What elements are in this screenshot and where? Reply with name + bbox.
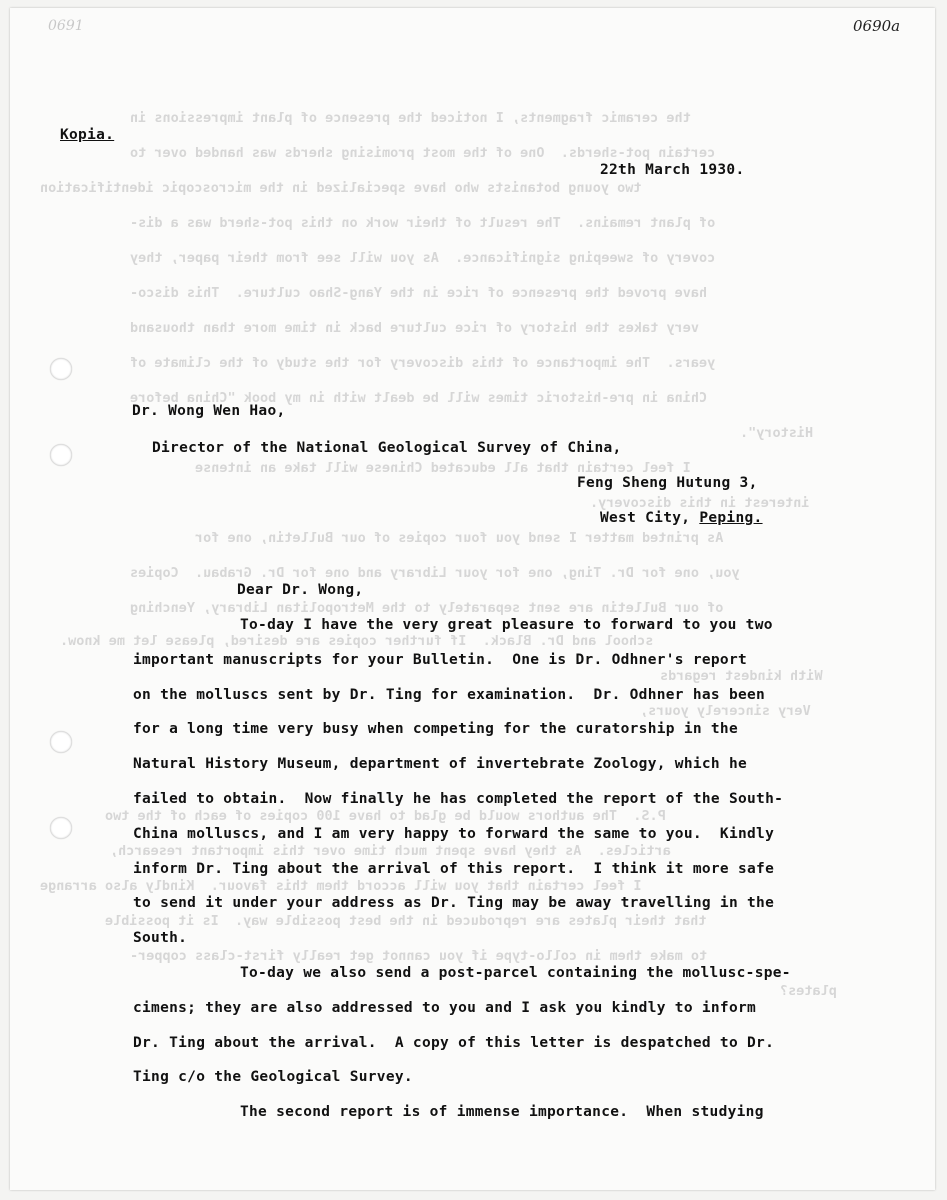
- body-line: for a long time very busy when competing for the curatorship in the: [133, 721, 738, 737]
- show-through-line: to make them in collo-type if you cannot get really first-class copper-: [130, 948, 708, 964]
- salutation: Dear Dr. Wong,: [237, 582, 364, 598]
- show-through-line: History".: [740, 425, 814, 441]
- addressee-city: Peping.: [699, 510, 763, 526]
- show-through-line: of our Bulletin are sent separately to the Metropolitan Library, Yenching: [130, 600, 724, 616]
- show-through-line: As printed matter I send you four copies of our Bulletin, one for: [195, 530, 724, 546]
- show-through-line: have proved the presence of rice in the Yang-Shao culture. This disco-: [130, 285, 708, 301]
- body-line: China molluscs, and I am very happy to forward the same to you. Kindly: [133, 826, 775, 842]
- show-through-line: plates?: [780, 983, 837, 999]
- show-through-line: of plant remains. The result of their work on this pot-sherd was a dis-: [130, 215, 716, 231]
- addressee-city-prefix: West City,: [600, 510, 700, 526]
- archive-number: 0690a: [853, 17, 901, 35]
- show-through-line: interest in this discovery.: [590, 495, 810, 511]
- addressee-street: Feng Sheng Hutung 3,: [577, 475, 758, 491]
- show-through-line: you, one for Dr. Ting, one for your Library and one for Dr. Grabau. Copies: [130, 565, 740, 581]
- punch-hole: [50, 358, 72, 380]
- body-line: To-day I have the very great pleasure to forward to you two: [240, 617, 773, 633]
- body-line: important manuscripts for your Bulletin. One is Dr. Odhner's report: [133, 652, 748, 668]
- show-through-line: certain pot-sherds. One of the most promising sherds was handed over to: [130, 145, 716, 161]
- punch-hole: [50, 731, 72, 753]
- show-through-line: years. The importance of this discovery for the study of the climate of: [130, 355, 716, 371]
- addressee-name: Dr. Wong Wen Hao,: [132, 403, 286, 419]
- addressee-title: Director of the National Geological Survey of China,: [152, 440, 622, 456]
- body-line: inform Dr. Ting about the arrival of this report. I think it more safe: [133, 861, 775, 877]
- body-line: Ting c/o the Geological Survey.: [133, 1069, 413, 1085]
- body-line: cimens; they are also addressed to you and I ask you kindly to inform: [133, 1000, 757, 1016]
- show-through-line: articles. As they have spent much time over this important research,: [110, 843, 671, 859]
- show-through-line: With kindest regards: [660, 668, 823, 684]
- body-line: To-day we also send a post-parcel containing the mollusc-spe-: [240, 965, 791, 981]
- show-through-line: Very sincerely yours,: [640, 703, 811, 719]
- show-through-line: that their plates are reproduced in the best possible way. Is it possible: [105, 913, 707, 929]
- punch-hole: [50, 817, 72, 839]
- punch-hole: [50, 444, 72, 466]
- show-through-line: very takes the history of rice culture back in time more than thousand: [130, 320, 699, 336]
- body-line: on the molluscs sent by Dr. Ting for examination. Dr. Odhner has been: [133, 687, 766, 703]
- body-line: to send it under your address as Dr. Ting may be away travelling in the: [133, 895, 775, 911]
- letter-date: 22th March 1930.: [600, 162, 745, 178]
- body-line: Dr. Ting about the arrival. A copy of this letter is despatched to Dr.: [133, 1035, 775, 1051]
- show-through-line: the ceramic fragments, I noticed the presence of plant impressions in: [130, 110, 691, 126]
- faint-archive-number: 0691: [48, 18, 84, 34]
- body-line: failed to obtain. Now finally he has completed the report of the South-: [133, 791, 784, 807]
- show-through-line: school and Dr. Black. If further copies are desired, please let me know.: [60, 633, 654, 649]
- show-through-line: covery of sweeping significance. As you will see from their paper, they: [130, 250, 716, 266]
- body-line: South.: [133, 930, 188, 946]
- show-through-line: I feel certain that you will accord them this favour. Kindly also arrange: [40, 878, 642, 894]
- show-through-line: China in pre-historic times will be dealt with in my book "China before: [130, 390, 708, 406]
- document-heading: Kopia.: [60, 127, 115, 143]
- show-through-line: two young botanists who have specialized in the microscopic identification: [40, 180, 642, 196]
- show-through-line: P.S. The authors would be glad to have 100 copies of each of the two: [105, 808, 666, 824]
- show-through-line: I feel certain that all educated Chinese will take an intense: [195, 460, 691, 476]
- body-line: The second report is of immense importance. When studying: [240, 1104, 764, 1120]
- addressee-city-line: [600, 510, 763, 526]
- body-line: Natural History Museum, department of invertebrate Zoology, which he: [133, 756, 748, 772]
